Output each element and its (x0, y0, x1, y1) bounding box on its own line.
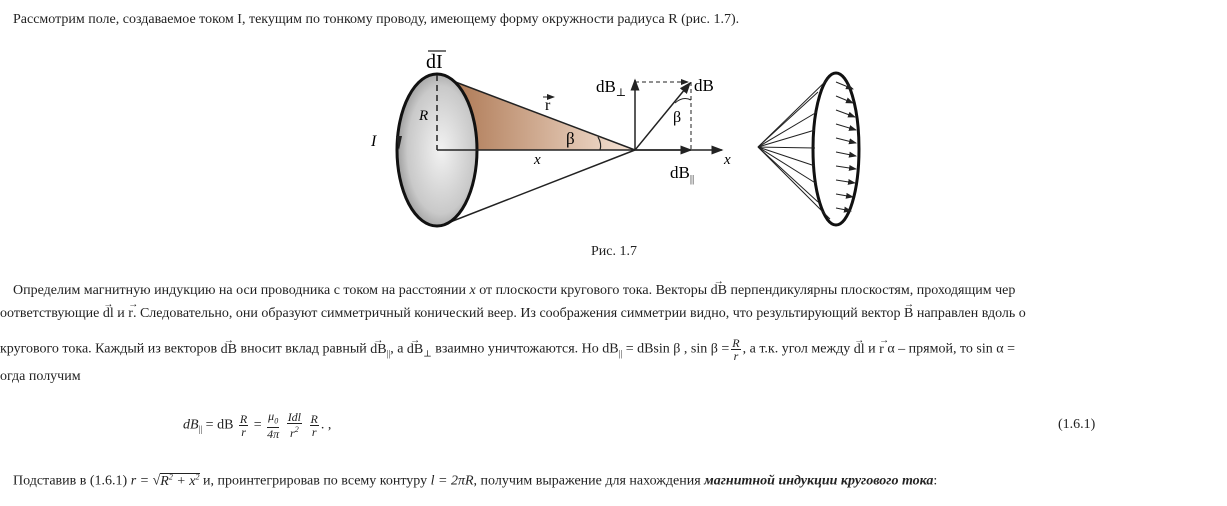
para-line-3: кругового тока. Каждый из векторов → dB вносит вклад равный → $dB_{||}$, $а \to dB_\perp$ взаимно уничтожаются. Но $dB_{||} = dBsin$ β , sin β = $\frac{R}{r}$ , а т.к. угол между → dl и → r α – прямой, то sin α = (0, 337, 1015, 363)
label-dI: dI (426, 51, 443, 73)
equation-1-6-1: $dB_{||}$ = dB $\frac{R}{r}$ = $\frac{\mu_0}{4\pi}$ $\frac{\text{Idl}}{r^2}$ $\frac{R}{r}$ . , (183, 409, 332, 442)
label-I: I (371, 133, 377, 150)
fan-diagram (758, 73, 859, 225)
label-beta2: β (673, 109, 682, 126)
label-dB: dB (694, 76, 714, 95)
dB-vector: → dB (711, 282, 727, 300)
label-dB-perp: $dB_\perp$ (596, 77, 627, 99)
label-R: R (419, 108, 429, 124)
label-r: r (545, 97, 551, 114)
para-line-1: Определим магнитную индукцию на оси проводника с током на расстоянии x от плоскости кругового тока. Векторы → dB перпендикулярны плоскостям, проходящим чер (13, 282, 1015, 300)
para-line-2: оответствующие → dl и → r. Следовательно, они образуют симметричный конический веер. Из соображения симметрии видно, что результирующий вектор → B направлен вдоль о (0, 305, 1026, 323)
cone-diagram (370, 51, 731, 226)
final-line: Подставив в (1.6.1) $r = √R^2 + x^2$ и, проинтегрировав по всему контуру l = 2πR, получим выражение для нахождения магнитной индукции кругового тока: (13, 472, 938, 489)
label-beta: β (566, 129, 575, 148)
para-line-4: огда получим (0, 369, 81, 384)
figure-caption: Рис. 1.7 (591, 244, 637, 259)
dB-arrow (635, 83, 690, 150)
intro-text: Рассмотрим поле, создаваемое током I, текущим по тонкому проводу, имеющему форму окружности радиуса R (рис. 1.7). (13, 12, 740, 27)
label-x-axis: x (724, 152, 731, 168)
vector-diagram (596, 76, 714, 185)
equation-number: (1.6.1) (1058, 417, 1096, 432)
label-x: x (534, 152, 541, 168)
fan-loop (813, 73, 859, 225)
label-dB-par: $dB_{||}$ (670, 163, 695, 185)
